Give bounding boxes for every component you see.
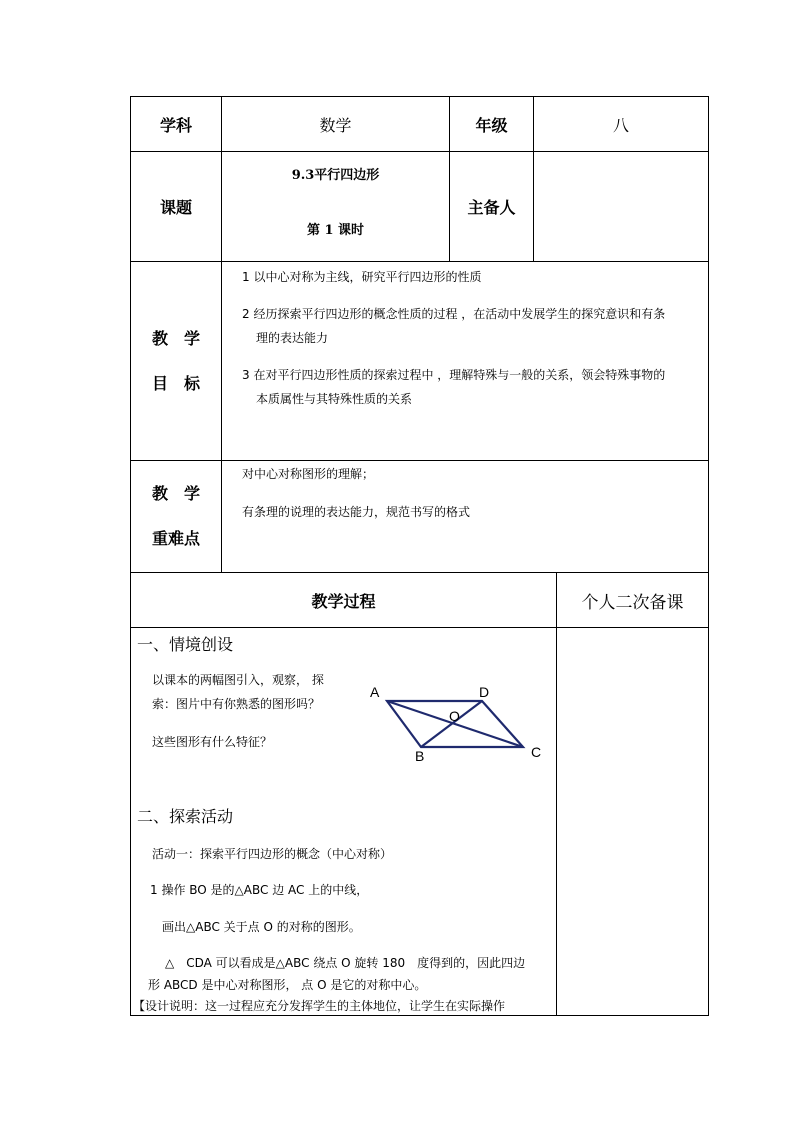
step-line-3: △ CDA 可以看成是△ABC 绕点 O 旋转 180 度得到的，因此四边: [165, 956, 526, 970]
preparer-value: [534, 152, 708, 261]
side-notes-title: 个人二次备课: [581, 592, 684, 613]
step-line-2: 画出△ABC 关于点 O 的对称的图形。: [162, 920, 361, 934]
goals-label-line-2: 目 标: [151, 374, 200, 393]
section-1-line-1: 以课本的两幅图引入，观察， 探: [152, 673, 324, 687]
topic-label: 课题: [159, 198, 192, 217]
section-2-title: 二、探索活动: [137, 807, 234, 826]
vertex-label-d: D: [479, 684, 490, 700]
subject-value: 数学: [319, 115, 352, 135]
section-1-title: 一、情境创设: [137, 635, 234, 654]
vertex-label-a: A: [370, 684, 380, 700]
col-divider-side: [556, 572, 557, 1016]
grade-value: 八: [612, 115, 629, 135]
step-line-4: 形 ABCD 是中心对称图形， 点 O 是它的对称中心。: [148, 978, 427, 992]
goal-item-3: 3 在对平行四边形性质的探索过程中 ，理解特殊与一般的关系，领会特殊事物的: [242, 368, 666, 382]
topic-line-1: 9.3平行四边形: [291, 168, 380, 183]
section-1-line-3: 这些图形有什么特征？: [152, 735, 273, 749]
grade-label: 年级: [475, 115, 508, 135]
difficulty-label-line-2: 重难点: [151, 529, 200, 548]
preparer-label: 主备人: [467, 198, 516, 217]
activity-1-title: 活动一：探索平行四边形的概念（中心对称）: [152, 847, 393, 861]
difficulty-item-2: 有条理的说理的表达能力，规范书写的格式: [242, 505, 471, 519]
row-divider-3: [130, 460, 709, 461]
goals-label-line-1: 教 学: [151, 329, 200, 348]
goal-item-1: 1 以中心对称为主线，研究平行四边形的性质: [242, 270, 482, 284]
difficulty-item-1: 对中心对称图形的理解；: [242, 467, 375, 481]
table-border-right: [708, 96, 709, 1016]
parallelogram-figure: [360, 680, 550, 770]
design-note: 【设计说明：这一过程应充分发挥学生的主体地位，让学生在实际操作: [133, 999, 506, 1013]
subject-label: 学科: [159, 115, 192, 135]
difficulty-label-line-1: 教 学: [151, 484, 200, 503]
goal-item-3-cont: 本质属性与其特殊性质的关系: [256, 392, 413, 406]
step-line-1: 1 操作 BO 是的△ABC 边 AC 上的中线，: [150, 883, 369, 897]
section-1-line-2: 索：图片中有你熟悉的图形吗？: [152, 697, 321, 711]
row-divider-2: [130, 261, 709, 262]
table-border-bottom: [130, 1015, 709, 1016]
goal-item-2-cont: 理的表达能力: [256, 331, 329, 345]
row-divider-5: [130, 627, 709, 628]
topic-line-2: 第 1 课时: [306, 223, 365, 238]
vertex-label-b: B: [415, 748, 425, 764]
goal-item-2: 2 经历探索平行四边形的概念性质的过程 ，在活动中发展学生的探究意识和有条: [242, 307, 666, 321]
process-title: 教学过程: [311, 591, 376, 611]
center-label-o: O: [449, 708, 460, 724]
vertex-label-c: C: [531, 744, 542, 760]
